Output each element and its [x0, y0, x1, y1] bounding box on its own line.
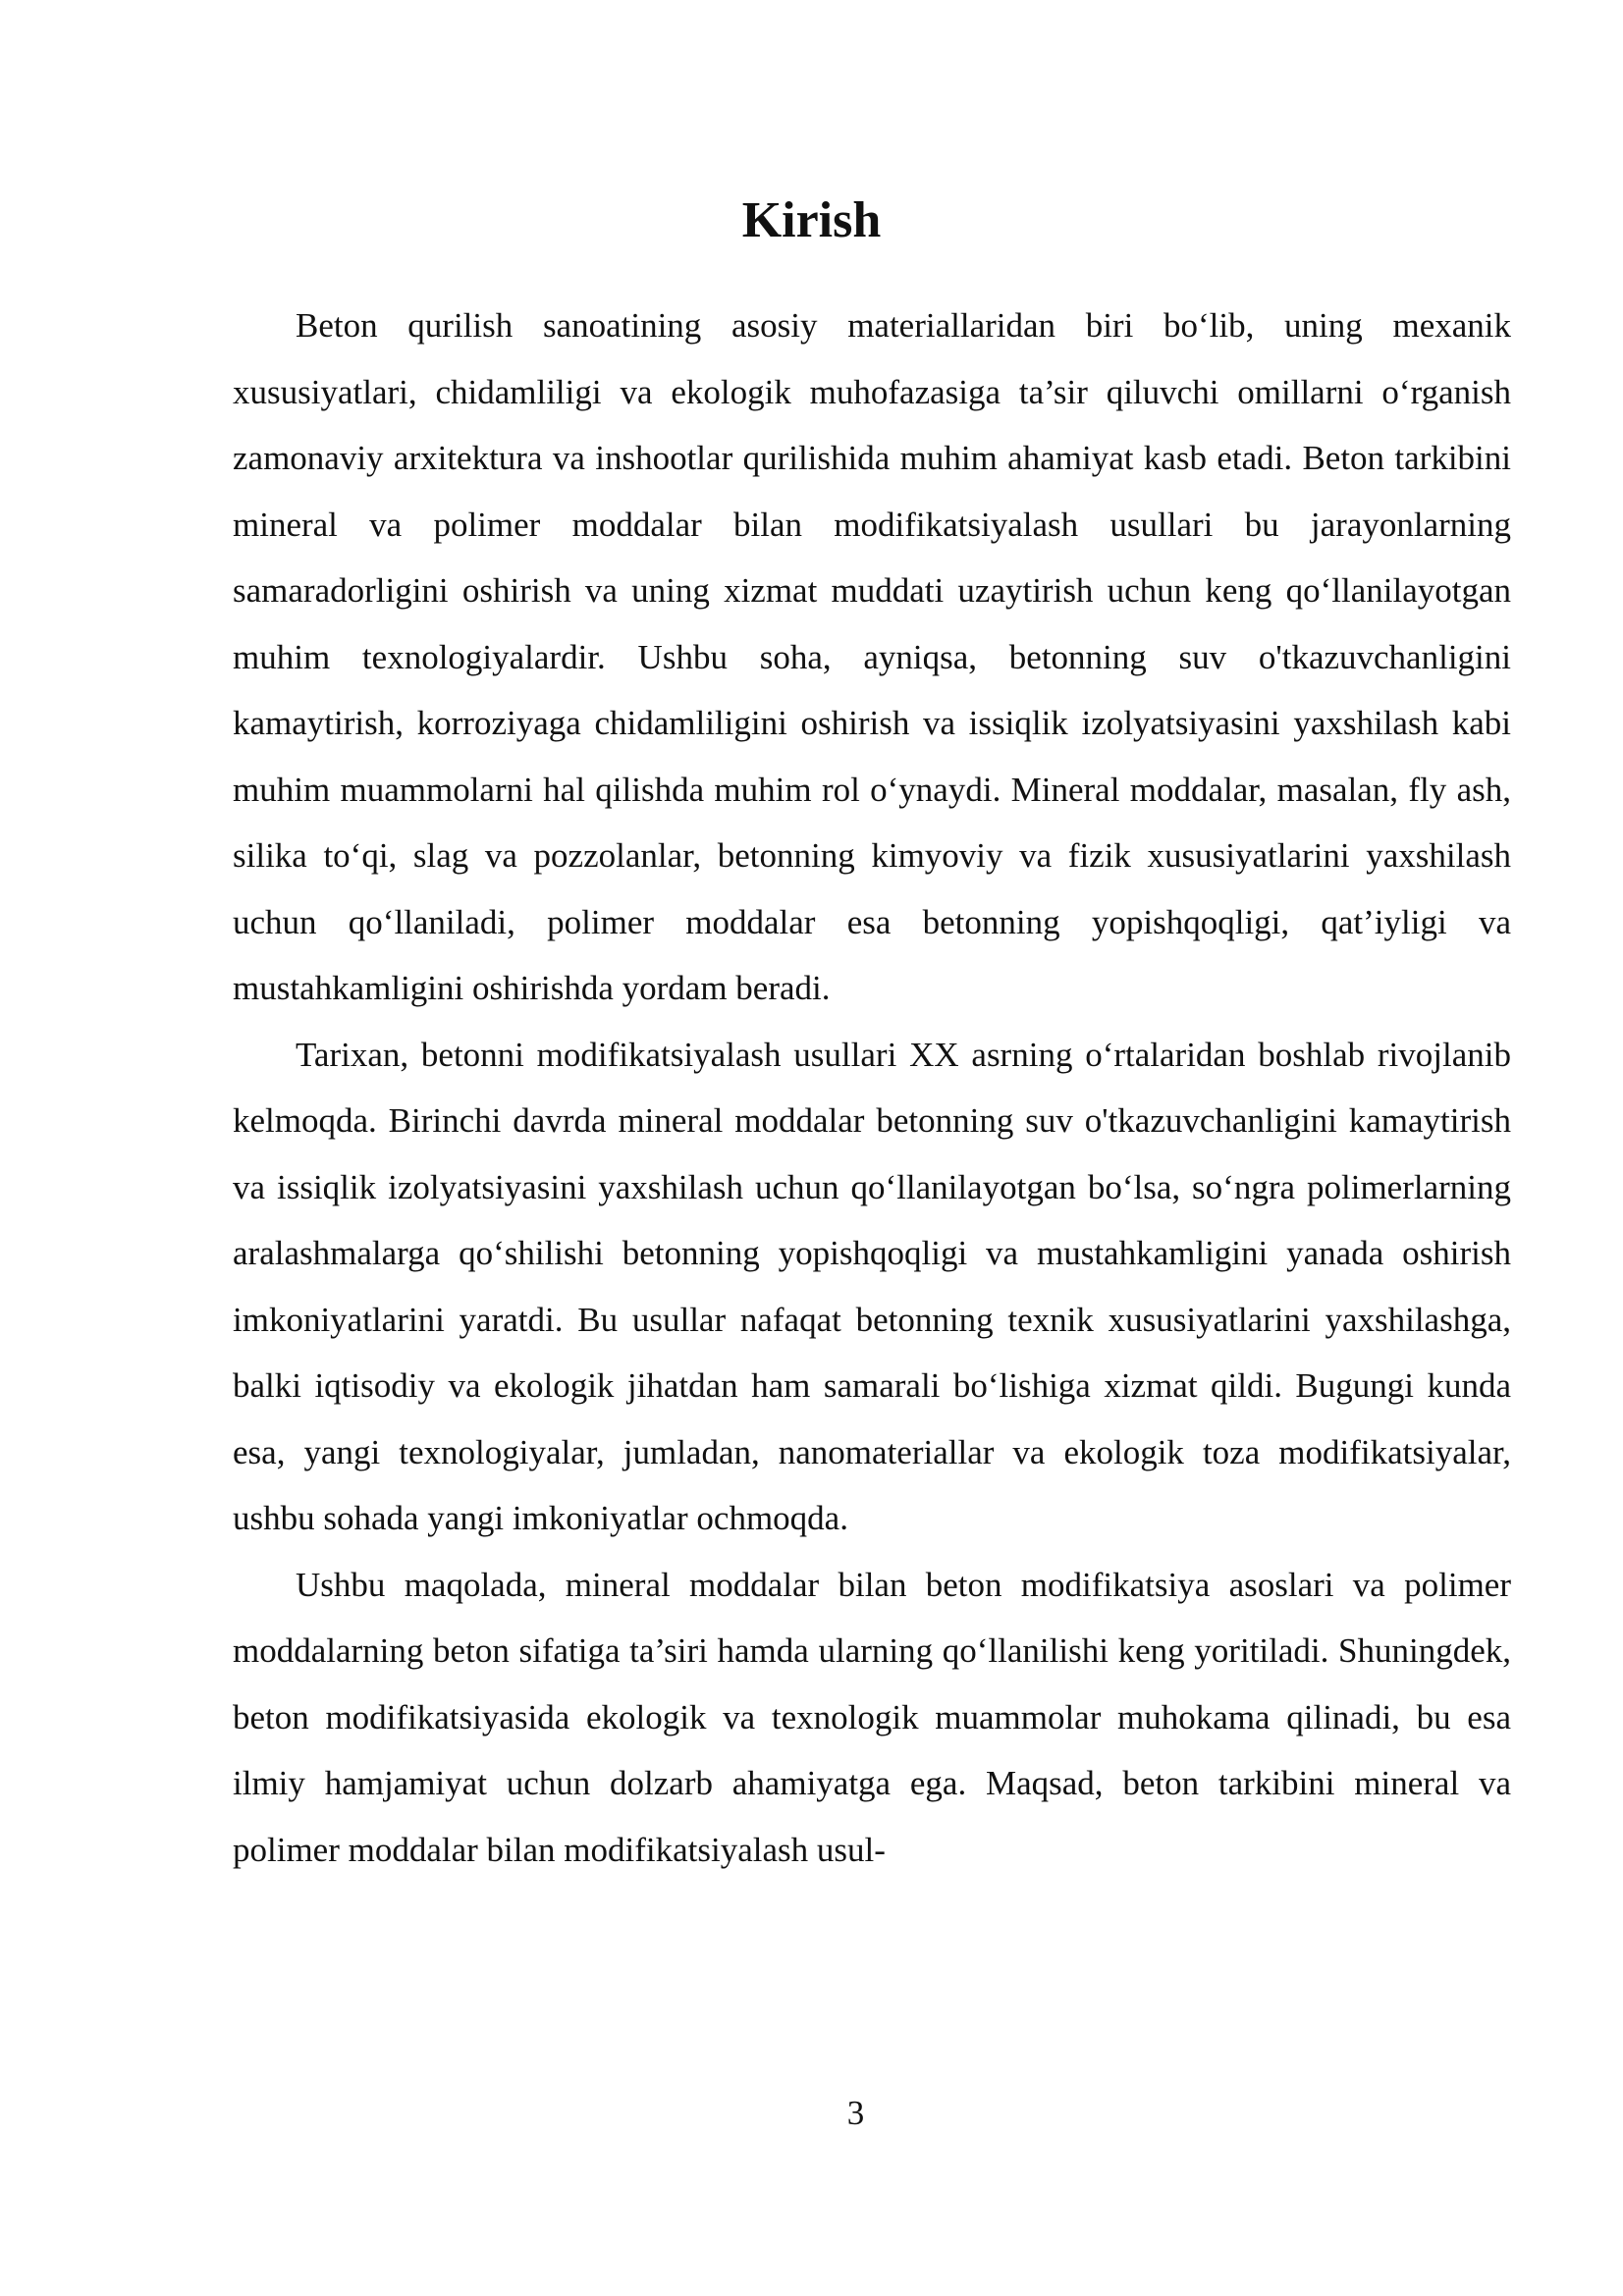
body-text — [233, 293, 1511, 1883]
page-title: Kirish — [741, 191, 882, 248]
paragraph-1: Beton qurilish sanoatining asosiy materiallaridan biri bo‘lib, uning mexanik xususiyatlari, chidamliligi va ekologik muhofazasiga ta’sir qiluvchi omillarni o‘rganish zamonaviy arxitektura va inshootlar qurilishida muhim ahamiyat kasb etadi. Beton tarkibini mineral va polimer moddalar bilan modifikatsiyalash usullari bu jarayonlarning samaradorligini oshirish va uning xizmat muddati uzaytirish uchun keng qo‘llanilayotgan muhim texnologiyalardir. Ushbu soha, ayniqsa, betonning suv o'tkazuvchanligini kamaytirish, korroziyaga chidamliligini oshirish va issiqlik izolyatsiyasini yaxshilash kabi muhim muammolarni hal qilishda muhim rol o‘ynaydi. Mineral moddalar, masalan, fly ash, silika to‘qi, slag va pozzolanlar, betonning kimyoviy va fizik xususiyatlarini yaxshilash uchun qo‘llaniladi, polimer moddalar esa betonning yopishqoqligi, qat’iyligi va mustahkamligini oshirishda yordam beradi. — [233, 306, 1511, 1007]
paragraph-3: Ushbu maqolada, mineral moddalar bilan beton modifikatsiya asoslari va polimer moddalarning beton sifatiga ta’siri hamda ularning qo‘llanilishi keng yoritiladi. Shuningdek, beton modifikatsiyasida ekologik va texnologik muammolar muhokama qilinadi, bu esa ilmiy hamjamiyat uchun dolzarb ahamiyatga ega. Maqsad, beton tarkibini mineral va polimer moddalar bilan modifikatsiyalash usul- — [233, 1565, 1511, 1869]
page-number: 3 — [846, 2094, 865, 2132]
paragraph-2: Tarixan, betonni modifikatsiyalash usullari XX asrning o‘rtalaridan boshlab rivojlanib kelmoqda. Birinchi davrda mineral moddalar betonning suv o'tkazuvchanligini kamaytirish va issiqlik izolyatsiyasini yaxshilash uchun qo‘llanilayotgan bo‘lsa, so‘ngra polimerlarning aralashmalarga qo‘shilishi betonning yopishqoqligi va mustahkamligini yanada oshirish imkoniyatlarini yaratdi. Bu usullar nafaqat betonning texnik xususiyatlarini yaxshilashga, balki iqtisodiy va ekologik jihatdan ham samarali bo‘lishiga xizmat qildi. Bugungi kunda esa, yangi texnologiyalar, jumladan, nanomateriallar va ekologik toza modifikatsiyalar, ushbu sohada yangi imkoniyatlar ochmoqda. — [233, 1035, 1511, 1537]
